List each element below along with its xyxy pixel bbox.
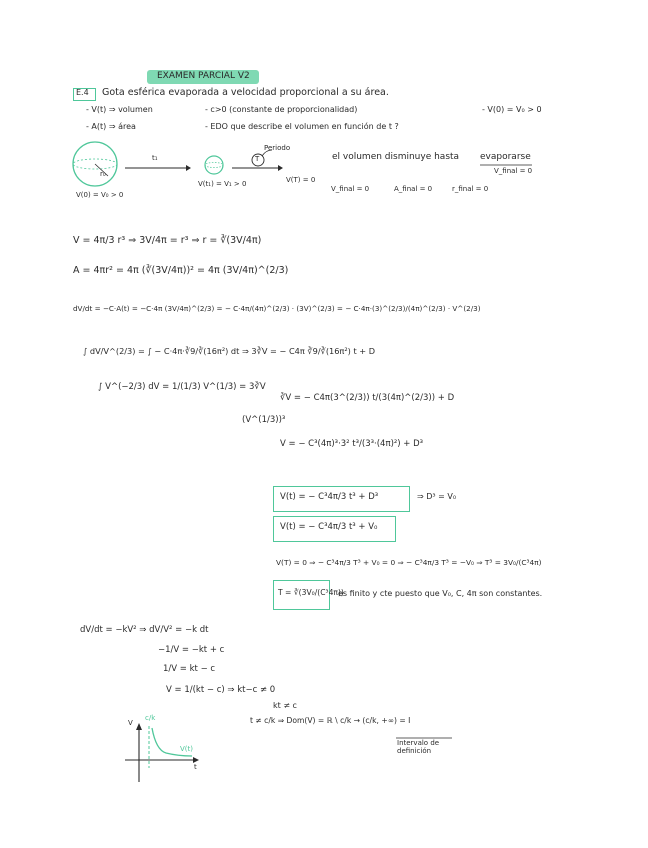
label-periodo: Periodo: [264, 144, 291, 152]
note-evaporarse: evaporarse: [480, 152, 531, 162]
question: - EDO que describe el volumen en función de t ?: [205, 122, 399, 131]
math-line-1: V = 4π/3 r³ ⇒ 3V/4π = r³ ⇒ r = ∛(3V/4π): [73, 235, 262, 246]
math-line-8: V = − C³(4π)³·3² t³/(3³·(4π)²) + D³: [280, 439, 424, 449]
math-line-5: ∫ V^(−2/3) dV = 1/(1/3) V^(1/3) = 3∛V: [98, 382, 266, 392]
label-r0: r₀: [100, 170, 106, 178]
given-volume: - V(t) ⇒ volumen: [86, 105, 153, 114]
given-initial: - V(0) = V₀ > 0: [482, 105, 542, 114]
arrow-t1-head: [186, 165, 191, 171]
problem-number: E.4: [76, 88, 89, 97]
math-line-14: kt ≠ c: [273, 701, 297, 710]
graph-asymptote-label: c/k: [145, 714, 156, 722]
math-line-12: 1/V = kt − c: [163, 664, 216, 674]
math-line-10: dV/dt = −kV² ⇒ dV/V² = −k dt: [80, 625, 209, 635]
note-rfinal: r_final = 0: [452, 185, 489, 193]
problem-statement: Gota esférica evaporada a velocidad proporcional a su área.: [102, 87, 389, 98]
math-line-13: V = 1/(kt − c) ⇒ kt−c ≠ 0: [166, 685, 276, 695]
graph-t-label: t: [194, 763, 197, 771]
note-vfinal0: V_final = 0: [494, 167, 533, 175]
drop-large: [73, 142, 117, 186]
result-3: T = ∛(3V₀/(C³4π)): [278, 588, 344, 597]
math-line-15: t ≠ c/k ⇒ Dom(V) = ℝ \ c/k → (c/k, +∞) = I: [250, 716, 411, 725]
math-line-11: −1/V = −kt + c: [158, 645, 225, 655]
result-1: V(t) = − C³4π/3 t³ + D³: [280, 492, 379, 502]
page-title: EXAMEN PARCIAL V2: [157, 71, 250, 81]
math-line-6: ∛V = − C4π(3^(2/3)) t/(3(4π)^(2/3)) + D: [280, 393, 455, 403]
math-line-3: dV/dt = −C·A(t) = −C·4π (3V/4π)^(2/3) = − C·4π/(4π)^(2/3) · (3V)^(2/3) = − C·4π·(3)^(2/3)/(4π)^(2/3) · V^(2/3): [73, 304, 481, 313]
interval-label: Intervalo de definición: [397, 739, 440, 755]
label-t1: t₁: [152, 154, 158, 162]
drop-small: [205, 156, 223, 174]
math-line-9: V(T) = 0 ⇒ − C³4π/3 T³ + V₀ = 0 ⇒ − C³4π/3 T³ = −V₀ ⇒ T³ = 3V₀/(C³4π): [276, 558, 542, 567]
result-1-note: ⇒ D³ = V₀: [417, 492, 457, 501]
result-2: V(t) = − C³4π/3 t³ + V₀: [280, 522, 378, 532]
note-vfinal: V_final = 0: [331, 185, 370, 193]
graph-curve-label: V(t): [180, 745, 193, 753]
math-line-2: A = 4πr² = 4π (∛(3V/4π))² = 4π (3V/4π)^(2/3): [73, 265, 289, 276]
label-v0: V(0) = V₀ > 0: [76, 191, 124, 199]
graph-v-label: V: [128, 719, 133, 727]
note-afinal: A_final = 0: [394, 185, 433, 193]
period-symbol: T: [255, 155, 260, 163]
note-diminuye: el volumen disminuye hasta: [332, 152, 460, 162]
label-vT: V(T) = 0: [286, 176, 316, 184]
result-3-note: es finito y cte puesto que V₀, C, 4π son constantes.: [338, 589, 543, 598]
arrow-t-head: [278, 165, 283, 171]
given-area: - A(t) ⇒ área: [86, 122, 136, 131]
math-line-4: ∫ dV/V^(2/3) = ∫ − C·4π·∛9/∛(16π²) dt ⇒ 3∛V = − C4π ∛9/∛(16π²) t + D: [83, 346, 376, 356]
given-constant: - c>0 (constante de proporcionalidad): [205, 105, 358, 114]
label-vt1: V(t₁) = V₁ > 0: [198, 180, 247, 188]
math-line-7: (V^(1/3))³: [242, 415, 286, 425]
